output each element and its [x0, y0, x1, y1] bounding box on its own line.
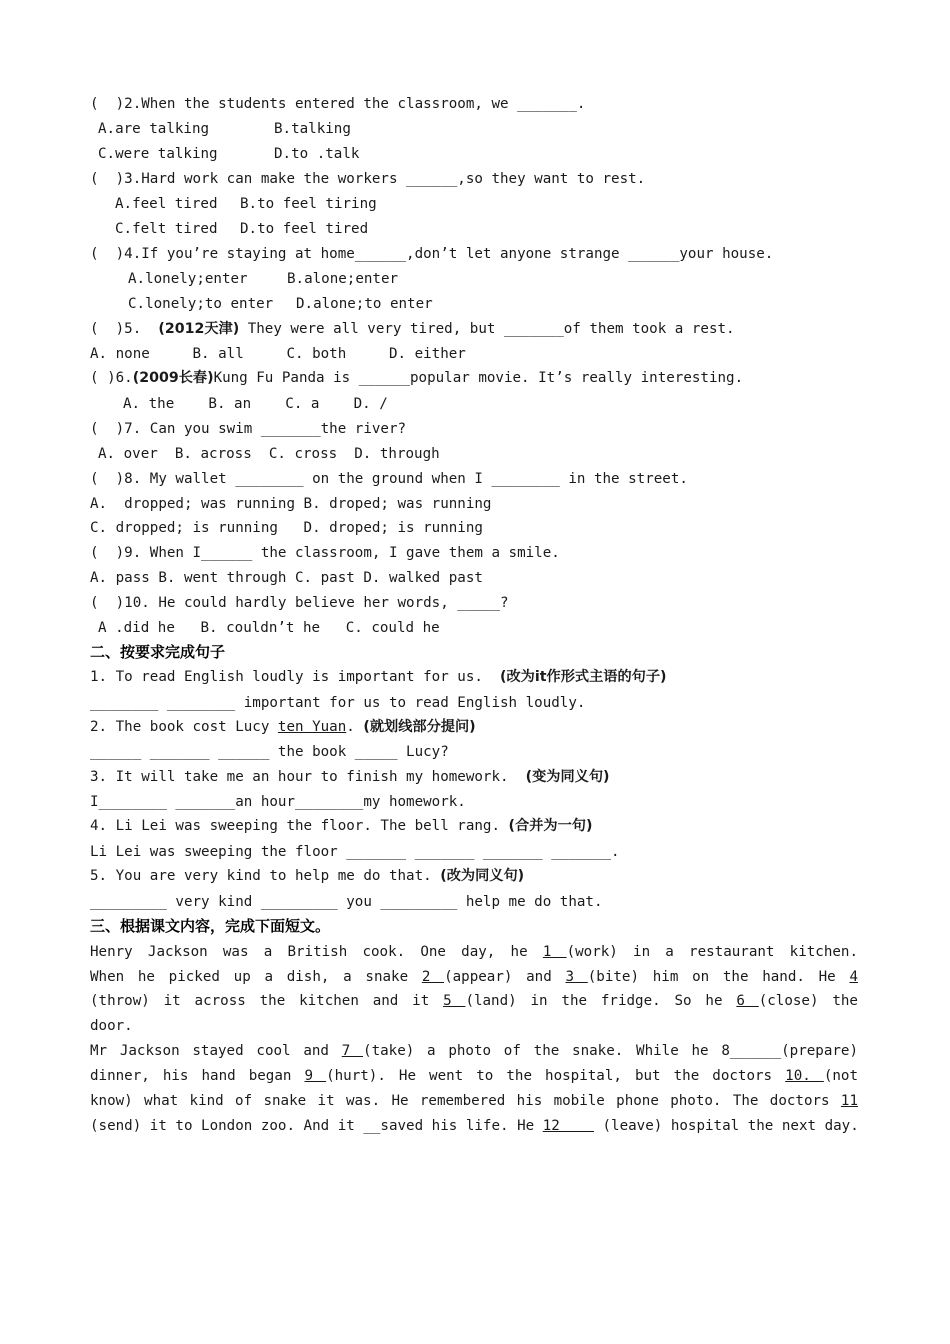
- q2-option-d: D.to .talk: [274, 146, 360, 162]
- section-3-heading: 三、根据课文内容，完成下面短文。: [90, 917, 331, 935]
- q7-options: A. over B. across C. cross D. through: [98, 446, 440, 462]
- s2-text-end: .: [346, 719, 364, 735]
- blank-4: 4: [849, 969, 858, 985]
- sentence-3: [90, 768, 610, 786]
- p1-text: (land) in the fridge. So he: [465, 993, 737, 1009]
- p1-text: (close) the: [758, 993, 858, 1009]
- q8-options-ab: A. dropped; was running B. droped; was running: [90, 496, 492, 512]
- passage-p1-line-2: [90, 968, 858, 986]
- q2-option-c: C.were talking: [98, 146, 218, 162]
- s5-instruction: (改为同义句): [440, 868, 525, 884]
- section-2-heading: 二、按要求完成句子: [90, 643, 226, 661]
- q10-options: A .did he B. couldn’t he C. could he: [98, 620, 440, 636]
- s5-text: 5. You are very kind to help me do that.: [90, 868, 441, 884]
- passage-p1-line-3: [90, 992, 858, 1010]
- q8-options-cd: C. dropped; is running D. droped; is running: [90, 520, 483, 536]
- sentence-4: [90, 817, 592, 835]
- q9-options: A. pass B. went through C. past D. walked past: [90, 570, 483, 586]
- question-2: ( )2.When the students entered the classroom, we _______.: [90, 96, 586, 112]
- p2-text: (take) a photo of the snake. While he 8______(prepare): [363, 1043, 859, 1059]
- q4-option-b: B.alone;enter: [287, 271, 399, 287]
- s4-instruction: (合并为一句): [508, 818, 593, 834]
- p2-text: know) what kind of snake it was. He remembered his mobile phone photo. The doctors: [90, 1093, 841, 1109]
- p2-text: dinner, his hand began: [90, 1068, 305, 1084]
- s2-text-start: 2. The book cost Lucy: [90, 719, 278, 735]
- question-6: [90, 369, 743, 387]
- blank-5: 5: [443, 993, 466, 1009]
- q3-option-b: B.to feel tiring: [240, 196, 377, 212]
- blank-9: 9: [304, 1068, 327, 1084]
- p1-text: (bite) him on the hand. He: [587, 969, 850, 985]
- p1-text: Henry Jackson was a British cook. One day, he: [90, 944, 543, 960]
- question-5: [90, 320, 735, 338]
- s1-answer-line: ________ ________ important for us to read English loudly.: [90, 695, 586, 711]
- s4-text: 4. Li Lei was sweeping the floor. The bell rang.: [90, 818, 509, 834]
- passage-p2-line-1: [90, 1042, 858, 1060]
- s1-text: 1. To read English loudly is important for us.: [90, 669, 500, 685]
- blank-6: 6: [736, 993, 759, 1009]
- passage-p1-line-4: door.: [90, 1018, 133, 1034]
- q3-option-c: C.felt tired: [115, 221, 218, 237]
- q2-option-a: A.are talking: [98, 121, 210, 137]
- p2-text: (leave) hospital the next day.: [593, 1118, 859, 1134]
- q6-source: (2009长春): [132, 370, 214, 386]
- p2-text: (send) it to London zoo. And it __saved his life. He: [90, 1118, 543, 1134]
- q6-stem-start: ( )6.: [90, 370, 133, 386]
- q4-option-a: A.lonely;enter: [128, 271, 248, 287]
- s5-answer-line: _________ very kind _________ you _________ help me do that.: [90, 894, 603, 910]
- q5-stem-start: ( )5.: [90, 321, 159, 337]
- sentence-1: [90, 668, 667, 686]
- sentence-5: [90, 867, 524, 885]
- s1-instruction: (改为it作形式主语的句子): [500, 669, 667, 685]
- q6-options: A. the B. an C. a D. /: [123, 396, 388, 412]
- sentence-2: [90, 718, 476, 736]
- p2-text: (hurt). He went to the hospital, but the doctors: [326, 1068, 786, 1084]
- passage-p2-line-4: [90, 1117, 859, 1135]
- question-7: ( )7. Can you swim _______the river?: [90, 421, 407, 437]
- blank-11: 11: [840, 1093, 858, 1109]
- blank-12: 12: [542, 1118, 594, 1134]
- blank-2: 2: [421, 969, 445, 985]
- p1-text: (appear) and: [444, 969, 566, 985]
- s3-answer-line: I________ _______an hour________my homework.: [90, 794, 466, 810]
- question-8: ( )8. My wallet ________ on the ground when I ________ in the street.: [90, 471, 688, 487]
- s2-underlined-part: ten Yuan: [277, 719, 347, 735]
- q3-option-d: D.to feel tired: [240, 221, 369, 237]
- s4-answer-line: Li Lei was sweeping the floor _______ _______ _______ _______.: [90, 844, 620, 860]
- q2-option-b: B.talking: [274, 121, 351, 137]
- blank-1: 1: [542, 944, 567, 960]
- s3-text: 3. It will take me an hour to finish my homework.: [90, 769, 526, 785]
- s2-instruction: (就划线部分提问): [363, 719, 476, 735]
- q5-stem-end: They were all very tired, but _______of them took a rest.: [239, 321, 735, 337]
- q5-source: (2012天津): [158, 321, 240, 337]
- p1-text: (throw) it across the kitchen and it: [90, 993, 444, 1009]
- p2-text: (not: [823, 1068, 858, 1084]
- question-4: ( )4.If you’re staying at home______,don’t let anyone strange ______your house.: [90, 246, 774, 262]
- passage-p2-line-2: [90, 1067, 858, 1085]
- q3-option-a: A.feel tired: [115, 196, 218, 212]
- question-9: ( )9. When I______ the classroom, I gave them a smile.: [90, 545, 560, 561]
- p1-text: When he picked up a dish, a snake: [90, 969, 422, 985]
- p2-text: Mr Jackson stayed cool and: [90, 1043, 342, 1059]
- s2-answer-line: ______ _______ ______ the book _____ Lucy?: [90, 744, 449, 760]
- q6-stem-end: Kung Fu Panda is ______popular movie. It’s really interesting.: [213, 370, 744, 386]
- passage-p2-line-3: [90, 1092, 858, 1110]
- question-10: ( )10. He could hardly believe her words, _____?: [90, 595, 509, 611]
- blank-3: 3: [565, 969, 588, 985]
- s3-instruction: (变为同义句): [525, 769, 610, 785]
- q5-options: A. none B. all C. both D. either: [90, 346, 466, 362]
- q4-option-d: D.alone;to enter: [296, 296, 433, 312]
- blank-10: 10.: [785, 1068, 824, 1084]
- passage-p1-line-1: [90, 943, 858, 961]
- q4-option-c: C.lonely;to enter: [128, 296, 274, 312]
- blank-7: 7: [341, 1043, 364, 1059]
- p1-text: (work) in a restaurant kitchen.: [566, 944, 858, 960]
- question-3: ( )3.Hard work can make the workers ______,so they want to rest.: [90, 171, 646, 187]
